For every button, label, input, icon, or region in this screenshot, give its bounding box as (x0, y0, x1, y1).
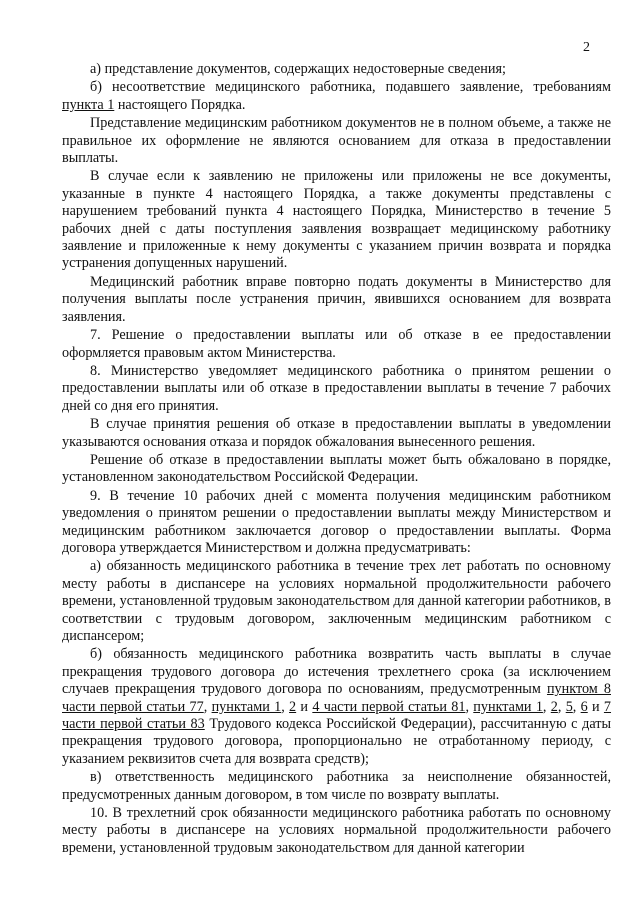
paragraph-text: Трудового кодекса Российской Федерации), рассчитанную с даты прекращения трудового договора, пропорционально не отработанному периоду, с указанием реквизитов счета для возврата средств); (62, 716, 611, 767)
paragraph-text: настоящего Порядка. (114, 96, 246, 113)
reference-link[interactable]: 7 части первой статьи 83 (62, 698, 612, 733)
separator: и (296, 698, 313, 715)
paragraph-text: б) несоответствие медицинского работника, подавшего заявление, требованиям (90, 79, 611, 96)
separator: , (465, 698, 474, 715)
reference-link[interactable]: пункта 1 (62, 96, 115, 113)
separator: и (587, 698, 604, 715)
paragraph: а) представление документов, содержащих недостоверные сведения; (90, 61, 506, 77)
paragraph: 8. Министерство уведомляет медицинского работника о принятом решении о предоставлении выплаты или об отказе в предоставлении выплаты в течение 7 рабочих дней со дня его принятия. (62, 362, 611, 414)
separator: , (281, 698, 290, 715)
reference-link[interactable]: 2 (289, 698, 297, 715)
paragraph: 9. В течение 10 рабочих дней с момента получения медицинским работником уведомления о принятом решении о предоставлении выплаты между Министерством и медицинским работником заключается договор о предоставлении выплаты. Форма договора утверждается Министерством и должна предусматривать: (62, 487, 611, 556)
reference-link[interactable]: пунктом 8 части первой статьи 77 (62, 681, 611, 715)
paragraph: 7. Решение о предоставлении выплаты или об отказе в ее предоставлении оформляется правовым актом Министерства. (62, 327, 611, 361)
reference-link[interactable]: пунктами 1 (473, 698, 543, 715)
paragraph: В случае если к заявлению не приложены или приложены не все документы, указанные в пункте 4 настоящего Порядка, а также документы представлены с нарушением требований пункта 4 настоящего Порядка, Министерство в течение 5 рабочих дней с даты поступления заявления возвращает медицинскому работнику заявление и приложенные к нему документы с указанием причин возврата и порядка устранения допущенных нарушений. (62, 168, 611, 272)
paragraph (62, 79, 611, 114)
paragraph: Медицинский работник вправе повторно подать документы в Министерство для получения выплаты после устранения причин, явившихся основанием для возврата заявления. (62, 273, 611, 325)
reference-link[interactable]: 2 (550, 698, 558, 715)
paragraph: Решение об отказе в предоставлении выплаты может быть обжаловано в порядке, установленном законодательством Российской Федерации. (62, 451, 611, 486)
reference-link[interactable]: 6 (580, 698, 588, 715)
reference-link[interactable]: 4 части первой статьи 81 (312, 698, 466, 715)
separator: , (203, 698, 212, 715)
reference-link[interactable]: 5 (565, 698, 573, 715)
paragraph-text: б) обязанность медицинского работника возвратить часть выплаты в случае прекращения трудового договора до истечения трехлетнего срока (за исключением случаев прекращения трудового договора по основаниям, предусмотренным (62, 646, 611, 698)
paragraph: 10. В трехлетний срок обязанности медицинского работника работать по основному месту работы в диспансере на условиях нормальной продолжительности рабочего времени, установленной трудовым законодательством для данной категории (62, 805, 611, 856)
paragraph: в) ответственность медицинского работника за неисполнение обязанностей, предусмотренных данным договором, в том числе по возврату выплаты. (62, 769, 611, 803)
reference-link[interactable]: пунктами 1 (211, 698, 282, 715)
page-number: 2 (583, 40, 590, 55)
paragraph: Представление медицинским работником документов не в полном объеме, а также не правильное их оформление не являются основанием для отказа в предоставлении выплаты. (62, 115, 611, 167)
document-body (62, 61, 611, 857)
paragraph (62, 646, 611, 768)
separator: , (557, 698, 566, 715)
paragraph: В случае принятия решения об отказе в предоставлении выплаты в уведомлении указываются основания отказа и порядок обжалования вынесенного решения. (62, 416, 611, 450)
paragraph: а) обязанность медицинского работника в течение трех лет работать по основному месту работы в диспансере на условиях нормальной продолжительности рабочего времени, установленной трудовым законодательством для данной категории работников, в соответствии с трудовым договором, заключенным медицинским работником с диспансером; (62, 558, 611, 644)
separator: , (542, 698, 551, 715)
separator: , (572, 698, 581, 715)
